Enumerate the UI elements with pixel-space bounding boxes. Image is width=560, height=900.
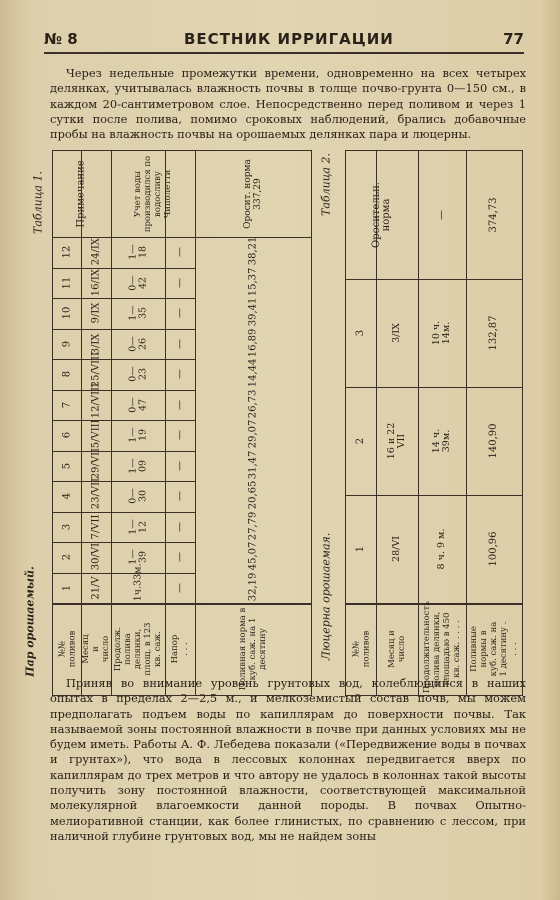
page-number: 77 [503,30,524,48]
table2-date [376,279,418,387]
intro-paragraph: Через недельные промежутки времени, одновременно на всех четырех делянках, учитывалась влажность почвы в толще почво-грунта 0—150 см., в каждом 20-сантиметровом слое. Непосредственно перед поливом и через 1 сутки после полива, помимо сроковых наблюдений, брались добавочные пробы на влажность почвы на орошаемых делянках пара и люцерны. [50,66,526,142]
table1-napor [165,481,195,512]
table1-norm-text: 29,07 [247,419,258,449]
table1-poliv-number-text: 10 [61,306,72,320]
table1-norm [195,542,311,573]
table1-poliv-number-text: 2 [61,554,72,561]
table1-norm-text: 15,37 [247,267,258,296]
table2-date-text: 28/VI [391,536,402,562]
table1-norm [195,359,311,390]
table1-poliv-number [53,359,81,390]
page-header [44,24,524,54]
table1-duration [111,451,165,482]
orosit-value-text: 374,73 [488,197,499,233]
table1-row-header-text: Месяц и число [81,634,111,664]
table2-poliv-number-text: 3 [355,329,366,337]
table1-duration [111,268,165,299]
table2-poliv-number-text: 1 [355,545,366,553]
orosit-dur [418,151,466,279]
table1-poliv-number-text: 6 [61,432,72,439]
table1-napor [165,451,195,482]
table1-date [81,382,111,421]
table1-poliv-number-text: 12 [61,245,72,259]
table1-poliv-number-text: 7 [61,401,72,408]
table1-poliv-number-text: 4 [61,493,72,500]
table1-duration-text: 0—47 [127,396,148,413]
table1-duration-text: 0—23 [127,366,148,383]
table1-napor-text: — [174,582,185,593]
table1-date-text: 5/VIII [90,419,101,449]
table2-duration [418,495,466,603]
table1-napor-text: — [174,552,185,563]
table2-duration-text: 8 ч. 9 м. [436,528,447,570]
table1-norm [195,298,311,329]
table2-date [376,495,418,603]
table1-poliv-number [53,481,81,512]
table1-norm [195,329,311,360]
table1-norm-text: 45,07 [247,541,258,571]
table1-date-text: 21/V [90,576,101,600]
table2-side-title: Люцерна орошаемая. [319,532,333,661]
table1-norm [195,237,311,268]
table1-poliv-number [53,298,81,329]
table1-duration [111,512,165,543]
table1-date [81,478,111,512]
table1-date-text: 24/IX [90,238,101,266]
table1-poliv-number [53,512,81,543]
note-text [111,151,195,237]
table1-duration [111,542,165,573]
table1-duration [111,481,165,512]
table1-duration-text: 1—39 [127,549,148,566]
table2-norm [466,279,522,387]
table1-duration-text: 0—26 [127,335,148,352]
table1-napor [165,542,195,573]
table1-norm-text: 31,47 [247,450,258,479]
orosit-header-text: Оросительн. норма [371,182,392,248]
table1-norm [195,573,311,604]
table1-norm-text: 38,21 [247,236,258,266]
table1-date [81,329,111,360]
table1-napor-text: — [174,430,185,441]
table1-date-text: 30/VI [90,543,101,571]
table1-napor-text: — [174,399,185,410]
table1-duration-text: 0—42 [127,274,148,291]
table1-date [81,447,111,482]
table1-row-header-text: №№ поливов [57,630,77,668]
table2 [345,150,523,696]
table1-napor [165,420,195,451]
table1-napor [165,573,195,604]
issue-number: № 8 [44,30,78,48]
table1-side-title: Пар орошаемый. [23,566,37,677]
table1-duration [111,298,165,329]
table2-norm [466,387,522,495]
table1-norm [195,481,311,512]
table1-date-text: 9/IX [90,302,101,324]
table1-norm-text: 27,79 [247,511,258,540]
table2-poliv-number [346,387,376,495]
table1-date [81,237,111,268]
table2-norm-text: 132,87 [488,315,499,351]
table1-row-header-text: Поливная норма в куб. саж. на 1 десятину [238,607,268,691]
table1-date [81,352,111,390]
table1-caption: Таблица 1. [31,171,45,234]
table1-duration [111,390,165,421]
orosit-dur-text: — [436,210,447,220]
table2-norm-text: 140,90 [488,423,499,459]
table1-date-text: 7/VII [90,514,101,540]
table2-poliv-number [346,495,376,603]
table2-poliv-number [346,279,376,387]
table1-norm [195,420,311,451]
table1-norm [195,512,311,543]
note-text-text: Учет воды производился по водосливу Чиполетти [133,155,173,233]
table2-duration-text: 10 ч. 14м. [431,320,452,346]
table1-duration-text: 1ч.33м. [132,563,143,601]
table1-date [81,268,111,299]
table2-row-header-text: №№ поливов [351,630,371,668]
table1-napor [165,237,195,268]
table1-norm-text: 39,41 [247,297,258,327]
table1-duration [111,329,165,360]
table2-duration-text: 14 ч. 39м. [431,428,452,454]
table1-napor [165,329,195,360]
table1-napor-text: — [174,308,185,319]
table2-caption: Таблица 2. [319,153,333,216]
table2-poliv-number-text: 2 [355,437,366,445]
table1-date [81,298,111,329]
table1-duration-text: 1—12 [127,518,148,535]
table1-napor-text: — [174,369,185,380]
table2-date [376,387,418,495]
table2-row-header-text: Поливные нормы в куб. саж. на 1 десятину . . . . [469,621,519,677]
orosit-header [346,151,418,279]
note-header-text: Примечание [76,160,87,228]
table1-poliv-number-text: 5 [61,462,72,469]
table1-date [81,542,111,573]
table1-poliv-number-text: 11 [61,276,72,290]
table1-norm [195,390,311,421]
table1-norm-text: 32,19 [247,572,258,601]
table1-date-text: 29/VII [90,447,101,479]
table2-norm-text: 100,96 [488,531,499,567]
table1-duration-text: 1—19 [127,427,148,444]
table1-poliv-number-text: 8 [61,371,72,378]
table2-duration [418,279,466,387]
table1-norm [195,451,311,482]
table1-poliv-number [53,451,81,482]
table1-date-text: 12/VIII [90,382,101,418]
table2-row-header-text: Месяц и число [387,630,407,668]
table1-date [81,573,111,604]
table1-poliv-number [53,390,81,421]
table1 [52,150,312,696]
table1-norm [195,268,311,299]
table1-norm-text: 14,44 [247,358,258,388]
table1-duration-text: 1—09 [127,457,148,474]
table2-date-text: 16 и 22 VII [386,422,407,460]
table2-date-text: 3/IX [391,323,402,343]
table1-napor-text: — [174,521,185,532]
table1-poliv-number-text: 9 [61,340,72,347]
table1-napor [165,268,195,299]
orosit-value [466,151,522,279]
table1-poliv-number [53,329,81,360]
orosit-norm [195,151,311,237]
table1-date-text: 23/VII [90,478,101,510]
note-header [53,151,111,237]
table1-duration [111,420,165,451]
table1-napor [165,359,195,390]
table1-row-header-text: Напор . . . [170,634,190,664]
orosit-norm-text: Оросит. норма 337,29 [243,159,263,229]
table1-poliv-number-text: 1 [61,584,72,591]
table1-duration [111,563,165,604]
table1-napor-text: — [174,491,185,502]
table1-poliv-number [53,268,81,299]
table2-duration [418,387,466,495]
table1-date-text: 25/VIII [90,352,101,388]
table1-poliv-number [53,573,81,604]
table1-duration [111,359,165,390]
table1-norm-text: 20,65 [247,480,258,510]
main-paragraph: Приняв во внимание уровень грунтовых вод, колеблющийся в наших опытах в пределах 2—2,5 м., и мелкоземистый состав почв, мы можем предполагать подъем воды по капиллярам до поверхности почвы. Так называемой зоны постоянной влажности в почве при данных условиях мы не будем иметь. Работы А. Ф. Лебедева показали («Передвижение воды в почвах и грунтах»), что вода в лессовых колоннах передвигается вверх по капиллярам до трех метров и что автору не удалось в колоннах такой высоты получить зону постоянной влажности, соответствующей максимальной молекулярной влагоемкости данной породы. В почвах Опытно-мелиоративной станции, как более глинистых, по сравнению с лессом, при наличной глубине грунтовых вод, мы не найдем зоны [50,676,526,843]
table1-napor-text: — [174,277,185,288]
table1-napor-text: — [174,338,185,349]
table1-date [81,512,111,543]
table2-row-header-text: Продолжительность полива делянки, площадью в 450 кв. саж. . . . . [422,601,462,693]
table1-napor-text: — [174,460,185,471]
table1-norm-text: 26,73 [247,389,258,418]
table1-napor-text: — [174,247,185,258]
table1-poliv-number [53,542,81,573]
journal-title: ВЕСТНИК ИРРИГАЦИИ [184,30,394,48]
table1-duration [111,237,165,268]
table1-duration-text: 1—35 [127,305,148,322]
table1-date [81,420,111,451]
table1-poliv-number-text: 3 [61,523,72,530]
table1-norm-text: 16,89 [247,328,258,357]
table1-duration-text: 0—30 [127,488,148,505]
table1-napor [165,512,195,543]
table1-duration-text: 1—18 [127,244,148,261]
table1-napor [165,298,195,329]
table1-napor [165,390,195,421]
table1-date-text: 3/IX [90,333,101,355]
table1-date-text: 16/IX [90,268,101,296]
table1-row-header-text: Продолж. полива делянки, площ. в 123 кв. саж. [113,622,163,676]
table1-poliv-number [53,237,81,268]
table2-norm [466,495,522,603]
table1-poliv-number [53,420,81,451]
